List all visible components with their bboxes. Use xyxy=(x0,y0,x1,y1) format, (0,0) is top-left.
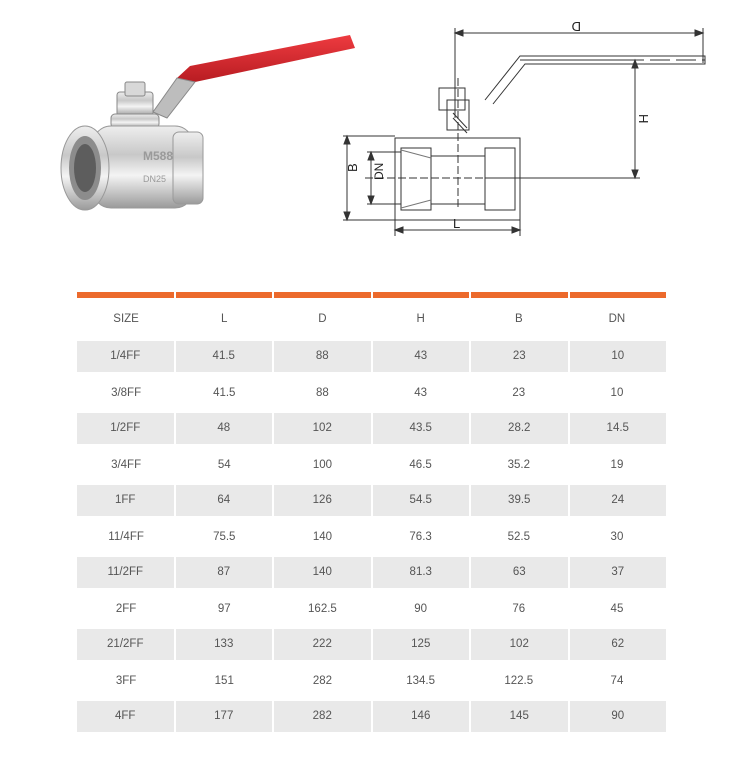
cell-b: 63 xyxy=(471,557,570,588)
cell-b: 52.5 xyxy=(507,530,530,543)
cell-dn: 19 xyxy=(610,458,624,471)
table-row xyxy=(77,449,666,480)
table-row xyxy=(77,665,666,696)
cell-h: 146 xyxy=(373,701,472,732)
label-d: D xyxy=(571,19,581,34)
cell-h: 81.3 xyxy=(373,557,472,588)
cell-b: 145 xyxy=(471,701,570,732)
cell-d: 102 xyxy=(274,413,373,444)
cell-h: 76.3 xyxy=(409,530,432,543)
table-row xyxy=(77,485,666,516)
cell-d: 140 xyxy=(274,557,373,588)
table-row xyxy=(77,629,666,660)
cell-h: 54.5 xyxy=(373,485,472,516)
cell-l: 41.5 xyxy=(213,386,236,399)
header-b: B xyxy=(514,313,523,325)
header-d: D xyxy=(318,313,327,325)
cell-h: 43 xyxy=(373,341,472,372)
cell-d: 88 xyxy=(274,341,373,372)
cell-dn: 30 xyxy=(610,530,624,543)
cell-b: 23 xyxy=(471,341,570,372)
spec-table xyxy=(77,292,666,732)
cell-l: 75.5 xyxy=(213,530,236,543)
cell-size: 11/2FF xyxy=(77,557,176,588)
cell-size: 1/2FF xyxy=(77,413,176,444)
cell-size: 11/4FF xyxy=(108,530,144,543)
cell-b: 23 xyxy=(512,386,526,399)
cell-d: 162.5 xyxy=(308,602,337,615)
cell-size: 3FF xyxy=(115,674,137,687)
cell-h: 43.5 xyxy=(373,413,472,444)
cell-h: 46.5 xyxy=(409,458,432,471)
table-row xyxy=(77,413,666,444)
cell-size: 1/4FF xyxy=(77,341,176,372)
cell-l: 133 xyxy=(176,629,275,660)
cell-l: 97 xyxy=(217,602,231,615)
cell-dn: 14.5 xyxy=(606,422,629,434)
cell-b: 76 xyxy=(512,602,526,615)
cell-dn: 37 xyxy=(611,566,625,578)
ball-valve-photo xyxy=(55,30,360,220)
cell-h: 134.5 xyxy=(406,674,435,687)
cell-l: 41.5 xyxy=(176,341,275,372)
cell-h: 90 xyxy=(414,602,427,615)
cell-dn: 62 xyxy=(611,638,625,650)
table-top-bar xyxy=(77,292,666,298)
cell-b: 39.5 xyxy=(471,485,570,516)
cell-l: 177 xyxy=(176,701,275,732)
cell-dn: 90 xyxy=(611,710,625,722)
body-marking-size: DN25 xyxy=(143,174,167,184)
table-row xyxy=(77,341,666,372)
cell-dn: 24 xyxy=(611,494,625,506)
cell-h: 43 xyxy=(414,386,427,399)
table-row xyxy=(77,377,666,408)
cell-size: 1FF xyxy=(77,485,176,516)
cell-dn: 74 xyxy=(610,674,624,687)
cell-l: 64 xyxy=(176,485,275,516)
table-row xyxy=(77,521,666,552)
cell-size: 21/2FF xyxy=(77,629,176,660)
cell-size: 2FF xyxy=(115,602,137,615)
header-l: L xyxy=(221,313,228,325)
cell-l: 48 xyxy=(176,413,275,444)
cell-d: 126 xyxy=(274,485,373,516)
cell-l: 87 xyxy=(176,557,275,588)
cell-l: 54 xyxy=(217,458,231,471)
cell-size: 3/4FF xyxy=(111,458,142,471)
cell-h: 125 xyxy=(373,629,472,660)
cell-d: 100 xyxy=(312,458,333,471)
table-header-row xyxy=(77,302,666,336)
cell-b: 35.2 xyxy=(507,458,530,471)
cell-dn: 10 xyxy=(610,386,624,399)
label-dn: DN xyxy=(372,162,386,180)
dimension-drawing xyxy=(335,18,715,240)
cell-b: 28.2 xyxy=(471,413,570,444)
cell-size: 4FF xyxy=(77,701,176,732)
table-row xyxy=(77,701,666,732)
label-l: L xyxy=(453,216,461,231)
label-h: H xyxy=(636,114,651,124)
cell-size: 3/8FF xyxy=(111,386,142,399)
body-marking-model: M588 xyxy=(143,149,174,163)
label-b: B xyxy=(345,163,360,172)
cell-d: 140 xyxy=(312,530,333,543)
header-h: H xyxy=(416,313,425,325)
cell-d: 88 xyxy=(316,386,329,399)
cell-d: 282 xyxy=(274,701,373,732)
cell-b: 102 xyxy=(471,629,570,660)
cell-d: 282 xyxy=(312,674,333,687)
header-dn: DN xyxy=(608,313,626,325)
header-size: SIZE xyxy=(113,313,139,325)
cell-dn: 45 xyxy=(610,602,624,615)
table-row xyxy=(77,557,666,588)
cell-b: 122.5 xyxy=(504,674,534,687)
red-handle xyxy=(177,35,355,82)
table-body xyxy=(77,341,666,732)
table-row xyxy=(77,593,666,624)
cell-d: 222 xyxy=(274,629,373,660)
cell-dn: 10 xyxy=(611,350,625,362)
cell-l: 151 xyxy=(214,674,234,687)
